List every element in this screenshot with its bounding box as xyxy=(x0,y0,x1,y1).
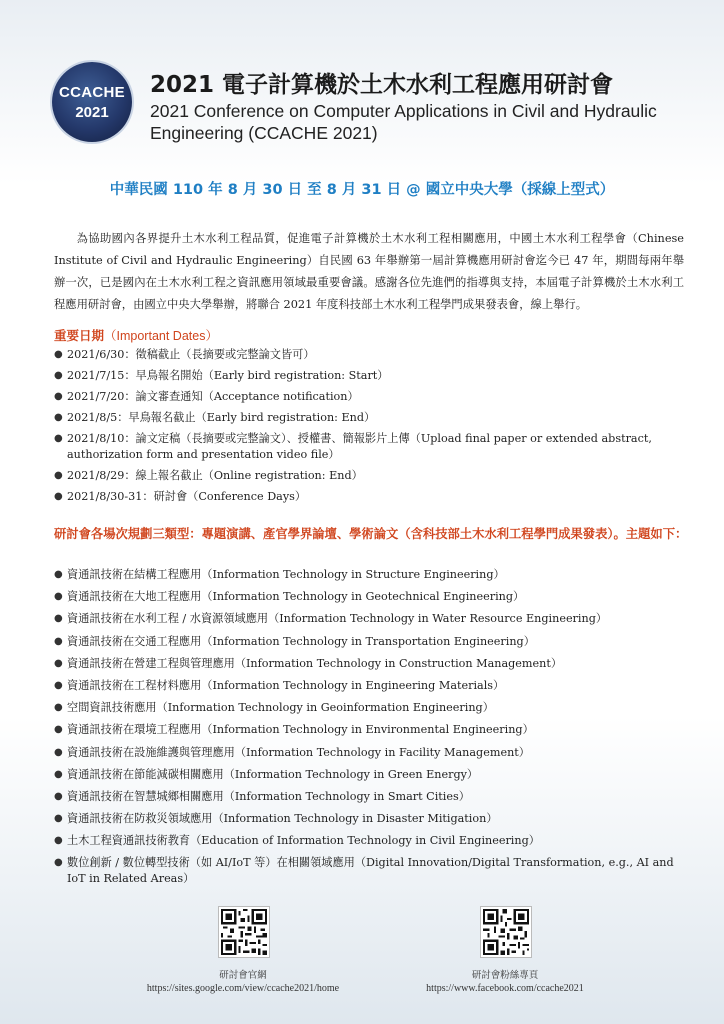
bullet-icon: ● xyxy=(54,433,63,444)
important-dates-heading xyxy=(54,326,218,344)
list-item xyxy=(54,368,694,384)
date-item-text: 2021/8/5：早鳥報名截止（Early bird registration: End） xyxy=(67,411,376,424)
date-item-text: 2021/8/30-31：研討會（Conference Days） xyxy=(67,490,307,503)
bullet-icon: ● xyxy=(54,746,63,758)
topic-item-text: 資通訊技術在環境工程應用（Information Technology in Environmental Engineering） xyxy=(67,723,534,737)
list-item xyxy=(54,789,694,805)
list-item xyxy=(54,468,694,484)
bullet-icon: ● xyxy=(54,702,63,714)
website-qr-label: 研討會官網 xyxy=(219,970,267,981)
topic-item-text: 資通訊技術在工程材料應用（Information Technology in Engineering Materials） xyxy=(67,678,505,692)
bullet-icon: ● xyxy=(54,349,63,360)
list-item xyxy=(54,634,694,650)
bullet-icon: ● xyxy=(54,724,63,736)
bullet-icon: ● xyxy=(54,768,63,780)
bullet-icon: ● xyxy=(54,470,63,481)
bullet-icon: ● xyxy=(54,591,63,603)
list-item xyxy=(54,700,694,716)
bullet-icon: ● xyxy=(54,613,63,625)
website-qr-code[interactable] xyxy=(218,906,270,958)
bullet-icon: ● xyxy=(54,569,63,580)
topic-item-text: 資通訊技術在結構工程應用（Information Technology in Structure Engineering） xyxy=(67,568,505,581)
list-item xyxy=(54,811,694,827)
list-item xyxy=(54,855,694,887)
list-item xyxy=(54,678,694,694)
topics-list xyxy=(54,567,694,894)
topic-item-text: 資通訊技術在營建工程與管理應用（Information Technology in Construction Management） xyxy=(67,656,563,670)
bullet-icon: ● xyxy=(54,857,63,869)
facebook-qr-code[interactable] xyxy=(480,906,532,958)
website-url[interactable]: https://sites.google.com/view/ccache2021/home xyxy=(146,983,340,994)
bullet-icon: ● xyxy=(54,679,63,691)
list-item xyxy=(54,767,694,783)
title-english: 2021 Conference on Computer Applications in Civil and Hydraulic Engineering (CCACHE 2021) xyxy=(150,101,657,143)
list-item xyxy=(54,745,694,761)
event-date-venue: 中華民國 110 年 8 月 30 日 至 8 月 31 日 @ 國立中央大學（採線上型式） xyxy=(109,182,615,198)
facebook-url[interactable]: https://www.facebook.com/ccache2021 xyxy=(426,983,584,994)
list-item xyxy=(54,589,694,605)
list-item xyxy=(54,656,694,672)
list-item xyxy=(54,431,694,463)
important-dates-heading-en: （Important Dates） xyxy=(104,329,218,343)
list-item xyxy=(54,722,694,738)
list-item xyxy=(54,833,694,849)
list-item xyxy=(54,389,694,405)
bullet-icon: ● xyxy=(54,790,63,802)
list-item xyxy=(54,567,694,583)
bullet-icon: ● xyxy=(54,412,63,423)
important-dates-list xyxy=(54,347,694,510)
bullet-icon: ● xyxy=(54,657,63,669)
topic-item-text: 資通訊技術在水利工程 / 水資源領域應用（Information Technology in Water Resource Engineering） xyxy=(67,612,608,626)
date-item-text: 2021/6/30：徵稿截止（長摘要或完整論文皆可） xyxy=(67,348,315,361)
topic-item-text: 空間資訊技術應用（Information Technology in Geoinformation Engineering） xyxy=(67,701,494,715)
date-item-text: 2021/7/20：論文審查通知（Acceptance notification） xyxy=(67,390,359,403)
logo-text-line2: 2021 xyxy=(75,104,109,121)
date-item-text: 2021/8/29：線上報名截止（Online registration: End） xyxy=(67,469,363,482)
logo-text-line1: CCACHE xyxy=(59,84,125,101)
bullet-icon: ● xyxy=(54,391,63,402)
date-item-text: 2021/7/15：早鳥報名開始（Early bird registration: Start） xyxy=(67,369,389,382)
topics-heading: 研討會各場次規劃三類型：專題演講、產官學界論壇、學術論文（含科技部土木水利工程學門成果發表）。主題如下： xyxy=(54,527,688,541)
bullet-icon: ● xyxy=(54,491,63,502)
facebook-qr-label: 研討會粉絲專頁 xyxy=(471,970,539,981)
topic-item-text: 資通訊技術在智慧城鄉相關應用（Information Technology in Smart Cities） xyxy=(67,789,470,803)
topic-item-text: 數位創新 / 數位轉型技術（如 AI/IoT 等）在相關領域應用（Digital Innovation/Digital Transformation, e.g., AI and IoT in Related Areas） xyxy=(67,856,674,886)
topic-item-text: 資通訊技術在設施維護與管理應用（Information Technology in Facility Management） xyxy=(67,745,530,759)
important-dates-heading-zh: 重要日期 xyxy=(54,328,105,343)
bullet-icon: ● xyxy=(54,835,63,847)
topic-item-text: 資通訊技術在防救災領域應用（Information Technology in Disaster Mitigation） xyxy=(67,812,498,826)
list-item xyxy=(54,347,694,363)
list-item xyxy=(54,611,694,627)
intro-paragraph: 為協助國內各界提升土木水利工程品質，促進電子計算機於土木水利工程相關應用，中國土木水利工程學會（Chinese Institute of Civil and Hydraulic Engineering）自民國 63 年舉辦第一屆計算機應用研討會迄今已 47 年，期間每兩年舉辦一次，已是國內在土木水利工程之資訊應用領域最重要會議。感謝各位先進們的指導與支持，本屆電子計算機於土木水利工程應用研討會，由國立中央大學舉辦，將聯合 2021 年度科技部土木水利工程學門成果發表會，線上舉行。 xyxy=(54,232,684,311)
date-item-text: 2021/8/10：論文定稿（長摘要或完整論文）、授權書、簡報影片上傳（Upload final paper or extended abstract, authorization form and presentation video file） xyxy=(67,432,652,461)
title-chinese: 2021 電子計算機於土木水利工程應用研討會 xyxy=(150,72,614,98)
topic-item-text: 資通訊技術在交通工程應用（Information Technology in Transportation Engineering） xyxy=(67,634,535,648)
topic-item-text: 資通訊技術在大地工程應用（Information Technology in Geotechnical Engineering） xyxy=(67,590,525,604)
bullet-icon: ● xyxy=(54,370,63,381)
bullet-icon: ● xyxy=(54,813,63,825)
list-item xyxy=(54,410,694,426)
topic-item-text: 資通訊技術在節能減碳相關應用（Information Technology in Green Energy） xyxy=(67,767,479,781)
bullet-icon: ● xyxy=(54,635,63,647)
topic-item-text: 土木工程資通訊技術教育（Education of Information Technology in Civil Engineering） xyxy=(67,834,540,848)
ccache-logo xyxy=(52,62,132,142)
list-item xyxy=(54,489,694,505)
